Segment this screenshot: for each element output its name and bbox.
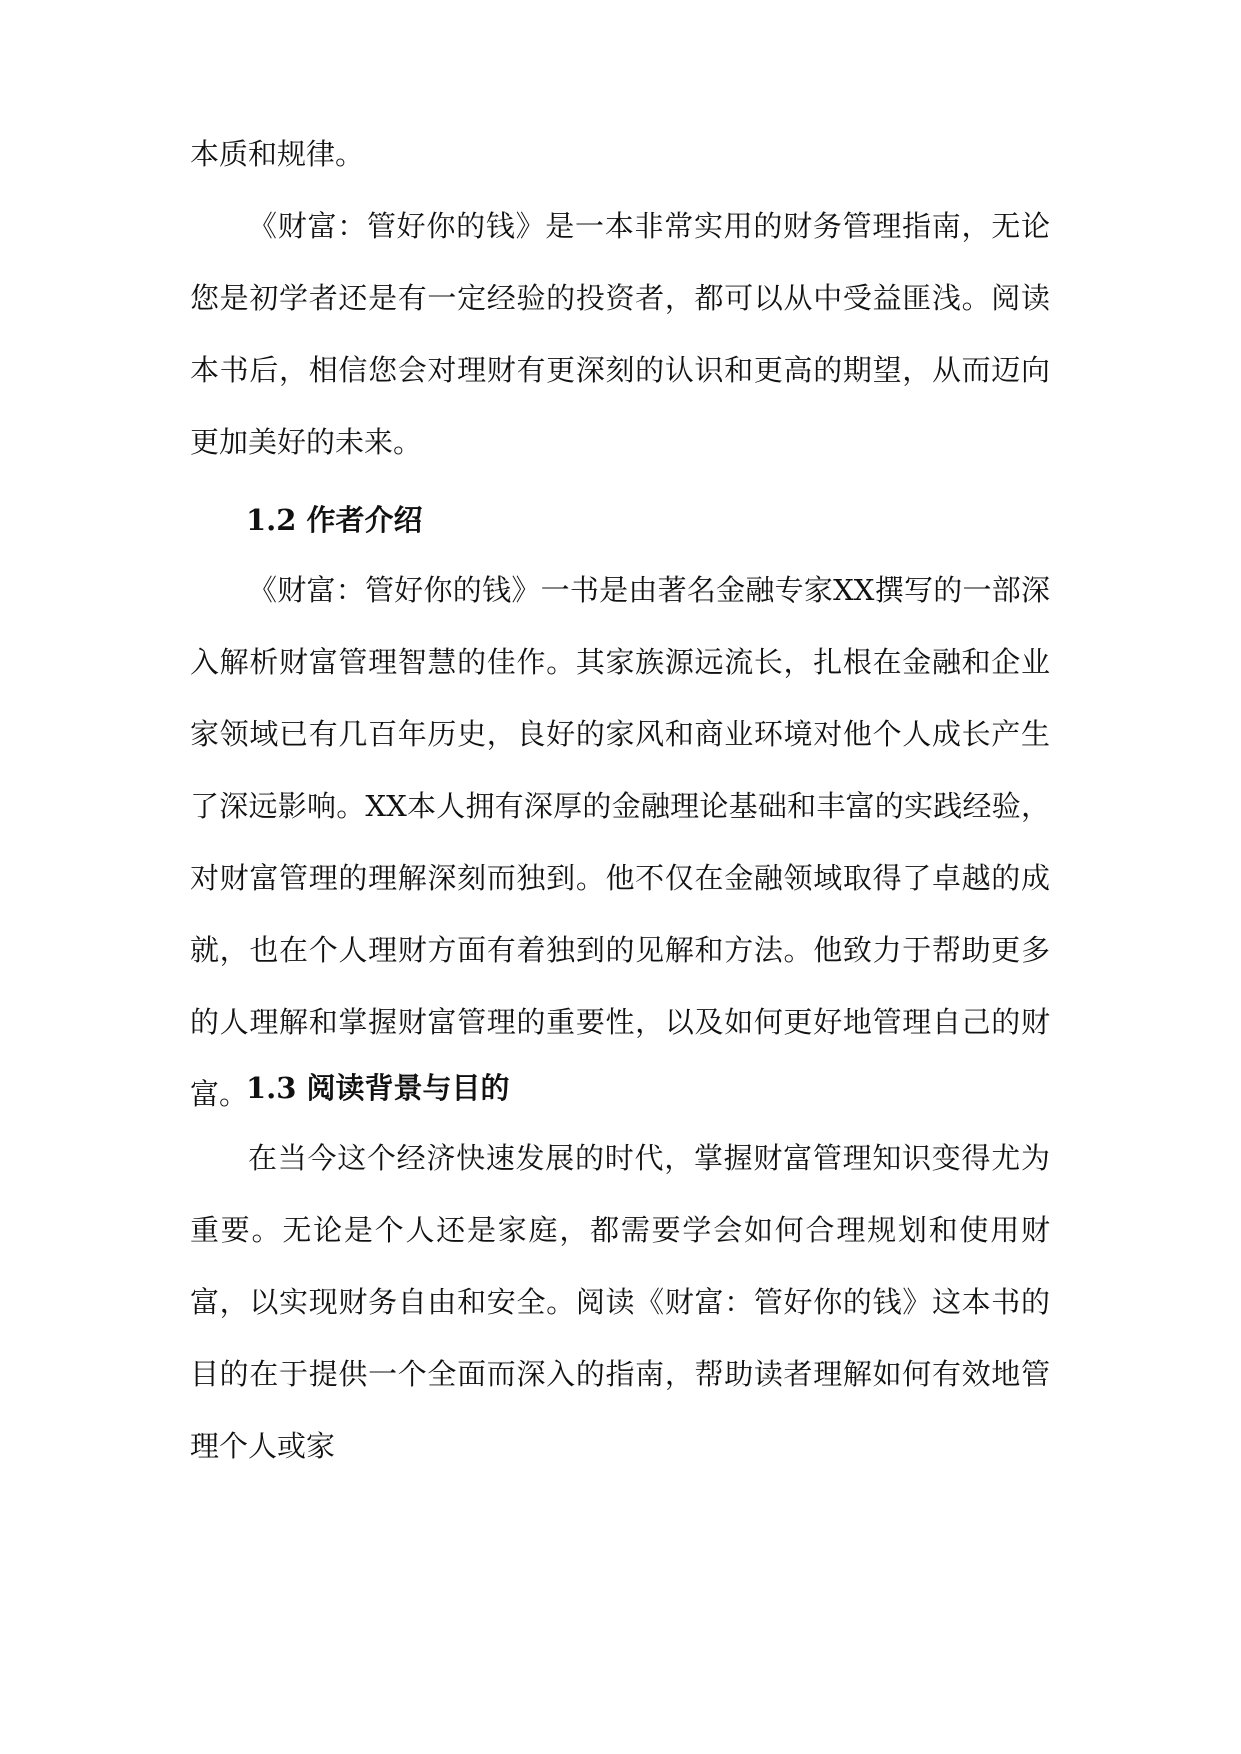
author-paragraph: 《财富：管好你的钱》一书是由著名金融专家XX撰写的一部深入解析财富管理智慧的佳作。其家族源远流长，扎根在金融和企业家领域已有几百年历史，良好的家风和商业环境对他个人成长产生了深远影响。XX本人拥有深厚的金融理论基础和丰富的实践经验，对财富管理的理解深刻而独到。他不仅在金融领域取得了卓越的成就，也在个人理财方面有着独到的见解和方法。他致力于帮助更多的人理解和掌握财富管理的重要性，以及如何更好地管理自己的财富。 [190,573,1050,1111]
section-heading-author: 1.2 作者介绍 [246,503,423,537]
summary-paragraph: 《财富：管好你的钱》是一本非常实用的财务管理指南，无论您是初学者还是有一定经验的投资者，都可以从中受益匪浅。阅读本书后，相信您会对理财有更深刻的认识和更高的期望，从而迈向更加美好的未来。 [190,209,1050,459]
background-paragraph: 在当今这个经济快速发展的时代，掌握财富管理知识变得尤为重要。无论是个人还是家庭，都需要学会如何合理规划和使用财富，以实现财务自由和安全。阅读《财富：管好你的钱》这本书的目的在于提供一个全面而深入的指南，帮助读者理解如何有效地管理个人或家 [190,1141,1050,1463]
section-heading-background: 1.3 阅读背景与目的 [246,1071,510,1105]
continuation-paragraph: 本质和规律。 [190,137,365,171]
